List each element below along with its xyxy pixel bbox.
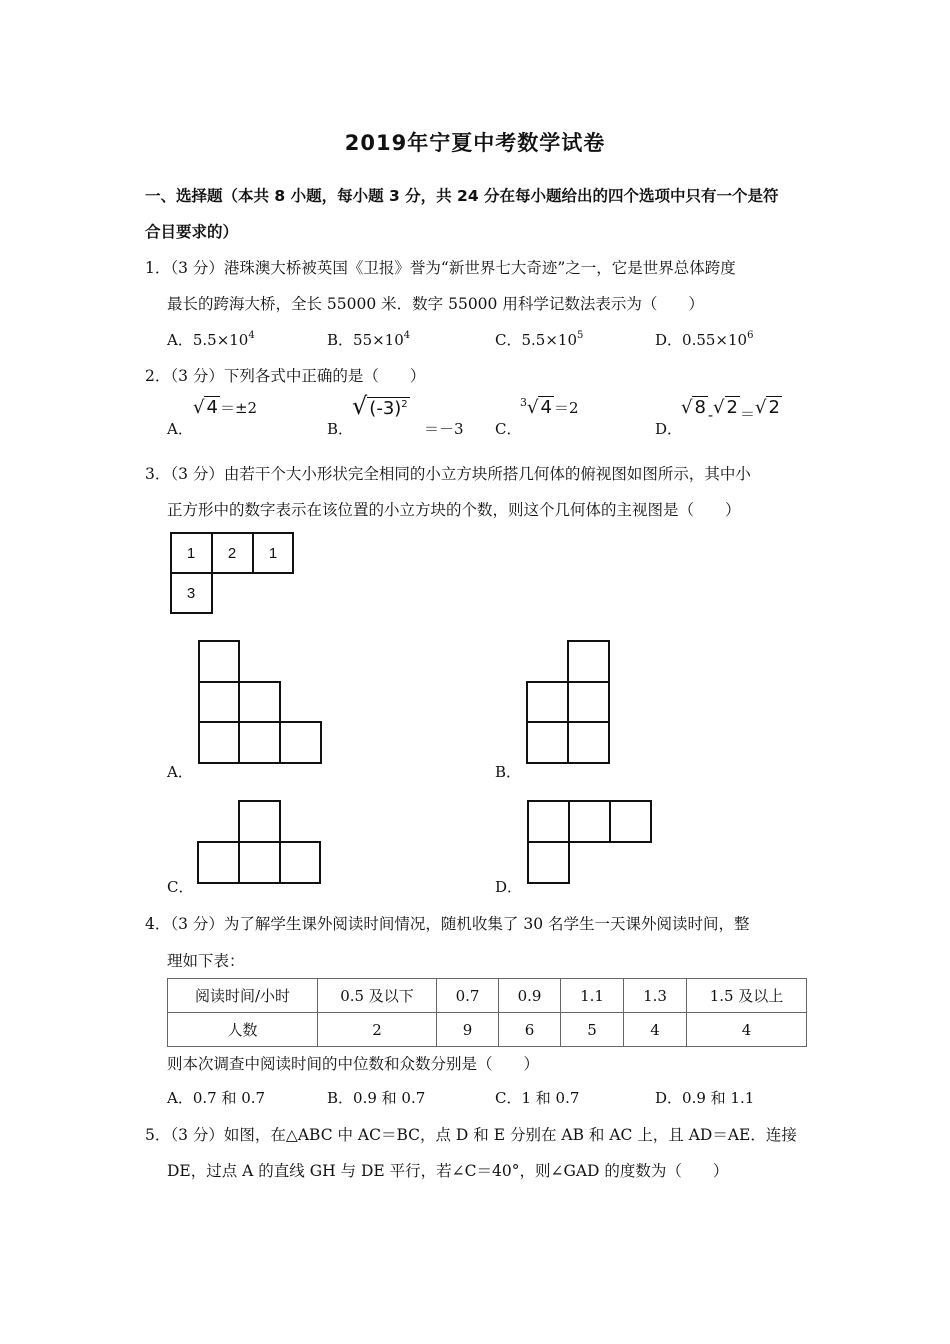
view-cell <box>568 641 609 682</box>
view-cell <box>568 682 609 722</box>
table-cell: 1.1 <box>561 979 624 1013</box>
table-cell: 1.3 <box>624 979 687 1013</box>
top-view-count: 1 <box>268 545 278 562</box>
expr-rest: ＝2 <box>553 399 579 417</box>
q4-option-c[interactable]: C．1 和 0.7 <box>495 1089 580 1107</box>
radicand-exponent: 2 <box>401 399 408 410</box>
view-cell <box>239 842 280 883</box>
q2-option-a-label[interactable]: A． <box>167 420 193 438</box>
table-cell: 9 <box>437 1013 499 1047</box>
radicand: (-3) <box>369 398 402 419</box>
q1-option-c[interactable] <box>495 329 583 350</box>
q4-text-line3: 则本次调查中阅读时间的中位数和众数分别是（ ） <box>167 1055 540 1073</box>
q2-option-b-label[interactable]: B． <box>327 420 354 438</box>
q3-option-c-label[interactable]: C． <box>167 878 194 896</box>
q2-option-a-expr[interactable] <box>193 397 257 418</box>
sqrt-icon: √ <box>352 392 368 420</box>
q2-option-d-expr[interactable] <box>681 397 782 424</box>
reading-time-table <box>167 978 807 1047</box>
radicand: 4 <box>540 397 552 418</box>
option-label: D． <box>655 331 683 349</box>
view-cell <box>569 801 610 842</box>
radicand: 4 <box>206 397 218 418</box>
sqrt-icon: √ <box>713 397 725 418</box>
q3-top-view-figure <box>165 527 305 617</box>
radicand-group <box>367 397 409 419</box>
option-exponent: 4 <box>403 330 411 341</box>
top-view-count: 1 <box>186 545 196 562</box>
option-exponent: 4 <box>248 330 255 341</box>
option-base: 5.5×10 <box>521 331 577 349</box>
radicand: 2 <box>726 397 738 418</box>
q4-option-a[interactable]: A．0.7 和 0.7 <box>167 1089 266 1107</box>
section-heading-line1: 一、选择题（本共 8 小题，每小题 3 分，共 24 分在每小题给出的四个选项中只有一个是符 <box>145 187 779 205</box>
view-cell <box>280 722 321 763</box>
table-cell: 4 <box>687 1013 807 1047</box>
option-exponent: 5 <box>577 330 584 341</box>
table-cell: 5 <box>561 1013 624 1047</box>
q3-option-b-label[interactable]: B． <box>495 763 522 781</box>
sqrt-icon: √ <box>754 397 767 418</box>
q1-text-line2: 最长的跨海大桥，全长 55000 米．数字 55000 用科学记数法表示为（ ） <box>167 295 704 313</box>
q3-text-line1: 3．（3 分）由若干个大小形状完全相同的小立方块所搭几何体的俯视图如图所示，其中小 <box>145 465 751 483</box>
view-cell <box>527 682 568 722</box>
option-label: B． <box>327 331 354 349</box>
q5-text-line1: 5．（3 分）如图，在△ABC 中 AC＝BC，点 D 和 E 分别在 AB 和 AC 上，且 AD＝AE．连接 <box>145 1126 797 1144</box>
sqrt-icon: √ <box>527 397 539 418</box>
radicand: 2 <box>768 397 780 418</box>
view-cell <box>239 682 280 722</box>
q1-text-line1: 1．（3 分）港珠澳大桥被英国《卫报》誉为“新世界七大奇迹”之一，它是世界总体跨度 <box>145 259 736 277</box>
minus-sign: - <box>707 406 714 424</box>
radicand: 8 <box>694 397 706 418</box>
table-cell: 4 <box>624 1013 687 1047</box>
q2-text-line1: 2．（3 分）下列各式中正确的是（ ） <box>145 367 426 385</box>
q1-option-a[interactable] <box>167 329 255 350</box>
view-cell <box>528 801 569 842</box>
table-cell: 1.5 及以上 <box>687 979 807 1013</box>
q5-text-line2: DE，过点 A 的直线 GH 与 DE 平行，若∠C＝40°，则∠GAD 的度数为（ ） <box>167 1162 729 1180</box>
q1-option-b[interactable] <box>327 329 410 350</box>
table-cell: 0.5 及以下 <box>318 979 437 1013</box>
q4-text-line2: 理如下表： <box>167 952 245 970</box>
view-cell <box>199 682 239 722</box>
q3-option-d-label[interactable]: D． <box>495 878 523 896</box>
option-base: 55×10 <box>353 331 404 349</box>
sqrt-icon: √ <box>681 397 693 418</box>
view-cell <box>527 722 568 763</box>
top-view-count: 2 <box>227 545 237 562</box>
option-exponent: 6 <box>747 330 754 341</box>
q3-text-line2: 正方形中的数字表示在该位置的小立方块的个数，则这个几何体的主视图是（ ） <box>167 501 741 519</box>
q2-option-d-label[interactable]: D． <box>655 420 683 438</box>
view-cell <box>528 842 569 883</box>
table-header-row <box>168 979 807 1013</box>
q3-option-c-figure[interactable] <box>197 800 323 886</box>
table-cell: 2 <box>318 1013 437 1047</box>
option-base: 5.5×10 <box>192 331 249 349</box>
expr-rest: ＝±2 <box>219 399 258 417</box>
table-row <box>168 1013 807 1047</box>
table-cell: 0.7 <box>437 979 499 1013</box>
view-cell <box>199 641 239 682</box>
q2-option-c-expr[interactable] <box>520 397 578 418</box>
view-cell <box>239 722 280 763</box>
q2-option-b-rest: ＝－3 <box>424 420 464 438</box>
q4-text-line1: 4．（3 分）为了解学生课外阅读时间情况，随机收集了 30 名学生一天课外阅读时间，整 <box>145 915 750 933</box>
section-heading-line2: 合目要求的） <box>145 223 239 241</box>
top-view-count: 3 <box>186 585 196 602</box>
q2-option-b-expr[interactable] <box>352 392 410 420</box>
view-cell <box>239 801 280 842</box>
view-cell <box>610 801 651 842</box>
q3-option-d-figure[interactable] <box>527 800 654 886</box>
q2-option-c-label[interactable]: C． <box>495 420 522 438</box>
q3-option-a-figure[interactable] <box>198 640 324 765</box>
table-cell: 6 <box>499 1013 561 1047</box>
q4-option-d[interactable]: D．0.9 和 1.1 <box>655 1089 755 1107</box>
table-cell: 人数 <box>168 1013 318 1047</box>
sqrt-icon: √ <box>193 397 205 418</box>
option-label: A． <box>167 331 193 349</box>
option-label: C． <box>495 331 522 349</box>
q4-option-b[interactable]: B．0.9 和 0.7 <box>327 1089 426 1107</box>
q3-option-a-label[interactable]: A． <box>167 763 193 781</box>
view-cell <box>568 722 609 763</box>
q3-option-b-figure[interactable] <box>526 640 612 765</box>
view-cell <box>199 722 239 763</box>
view-cell <box>280 842 320 883</box>
table-cell: 0.9 <box>499 979 561 1013</box>
view-cell <box>198 842 239 883</box>
root-index: 3 <box>520 396 527 409</box>
q1-option-d[interactable] <box>655 329 753 350</box>
table-cell: 阅读时间/小时 <box>168 979 318 1013</box>
equals-sign: ＝ <box>739 405 755 423</box>
option-base: 0.55×10 <box>682 331 748 349</box>
page-title: 2019年宁夏中考数学试卷 <box>344 131 606 155</box>
